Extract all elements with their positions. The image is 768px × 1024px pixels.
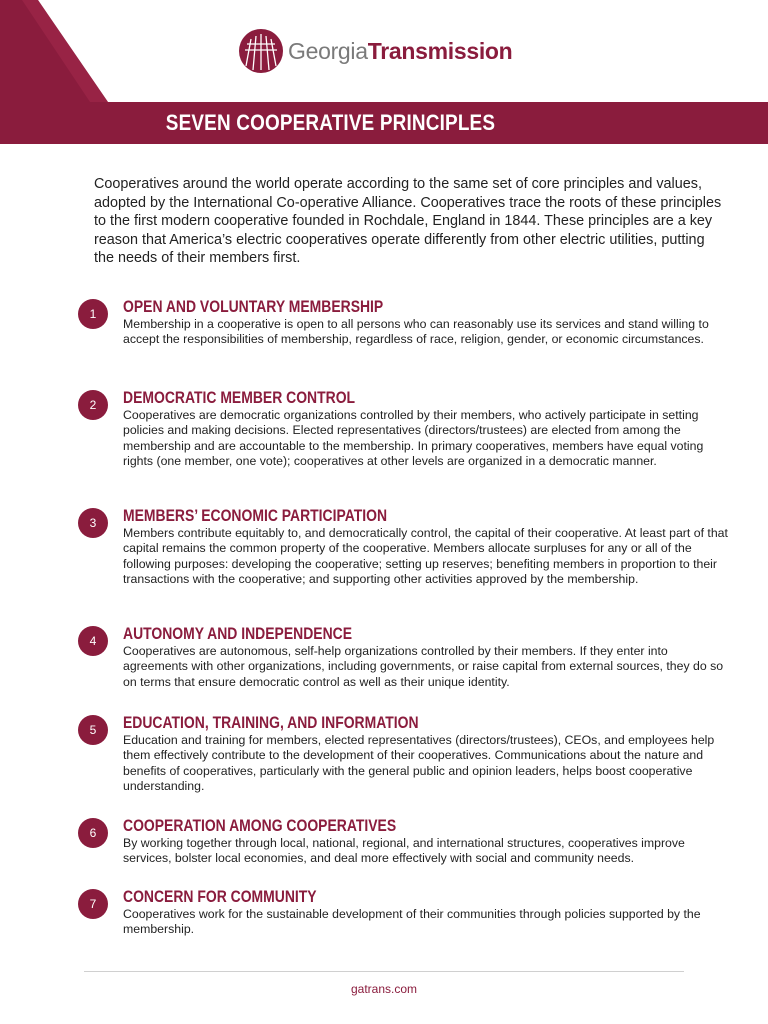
principle-body: Membership in a cooperative is open to all persons who can reasonably use its services and stand willing to accept the responsibilities of membership, regardless of race, religion, gender, or economic circumstances. [123,317,709,347]
principle-title: AUTONOMY AND INDEPENDENCE [123,624,353,643]
principle-7 [78,887,728,938]
principle-body: Cooperatives are autonomous, self-help organizations controlled by their members. If they enter into agreements with other organizations, including governments, or raise capital from external sources, they do so on terms that ensure democratic control as well as their unique identity. [123,644,724,689]
principle-title: MEMBERS’ ECONOMIC PARTICIPATION [123,506,388,525]
principle-title: DEMOCRATIC MEMBER CONTROL [123,388,356,407]
principle-number-badge: 2 [78,390,108,420]
principle-4 [78,624,728,690]
principle-number-badge: 3 [78,508,108,538]
principle-6 [78,816,728,867]
principle-1 [78,297,728,348]
principle-body: By working together through local, national, regional, and international structures, cooperatives improve services, bolster local economies, and deal more effectively with social and community needs. [123,836,685,866]
principle-2 [78,388,728,469]
principle-title: CONCERN FOR COMMUNITY [123,887,317,906]
brand-name [288,38,512,65]
principle-number-badge: 1 [78,299,108,329]
principle-title: EDUCATION, TRAINING, AND INFORMATION [123,713,419,732]
principle-3 [78,506,728,587]
georgia-transmission-logo[interactable] [238,28,512,74]
brand-name-bold: Transmission [367,37,513,64]
title-banner [108,102,768,144]
transmission-tower-logo-icon [238,28,284,74]
principle-title: OPEN AND VOLUNTARY MEMBERSHIP [123,297,384,316]
principle-number-badge: 5 [78,715,108,745]
footer-url-link[interactable]: gatrans.com [350,982,418,996]
page-title: SEVEN COOPERATIVE PRINCIPLES [165,110,495,135]
brand-name-light: Georgia [288,37,368,64]
principle-body: Members contribute equitably to, and democratically control, the capital of their cooperative. At least part of that capital remains the common property of the cooperative. Members allocate surpluses for any or all of the following purposes: developing the cooperative; setting up reserves; benefiting members in proportion to their transactions with the cooperative; and supporting other activities approved by the membership. [123,526,728,586]
footer-divider [84,971,684,972]
principle-number-badge: 4 [78,626,108,656]
principle-body: Cooperatives work for the sustainable development of their communities through policies supported by the membership. [123,907,701,937]
principle-5 [78,713,728,794]
principle-number-badge: 7 [78,889,108,919]
principle-body: Education and training for members, elected representatives (directors/trustees), CEOs, and employees help them effectively contribute to the development of their cooperatives. Communications about the nature and benefits of cooperatives, particularly with the general public and opinion leaders, helps boost cooperative understanding. [123,733,715,793]
principle-title: COOPERATION AMONG COOPERATIVES [123,816,397,835]
principle-number-badge: 6 [78,818,108,848]
intro-paragraph: Cooperatives around the world operate according to the same set of core principles and values, adopted by the International Co-operative Alliance. Cooperatives trace the roots of these principles to the first modern cooperative founded in Rochdale, England in 1844. These principles are a key reason that America’s electric cooperatives operate differently from other electric utilities, putting the needs of their members first. [94,176,722,267]
principle-body: Cooperatives are democratic organizations controlled by their members, who actively participate in setting policies and making decisions. Elected representatives (directors/trustees) are elected from among the membership and are accountable to the membership. In primary cooperatives, members have equal voting rights (one member, one vote); cooperatives at other levels are organized in a democratic manner. [123,408,704,468]
